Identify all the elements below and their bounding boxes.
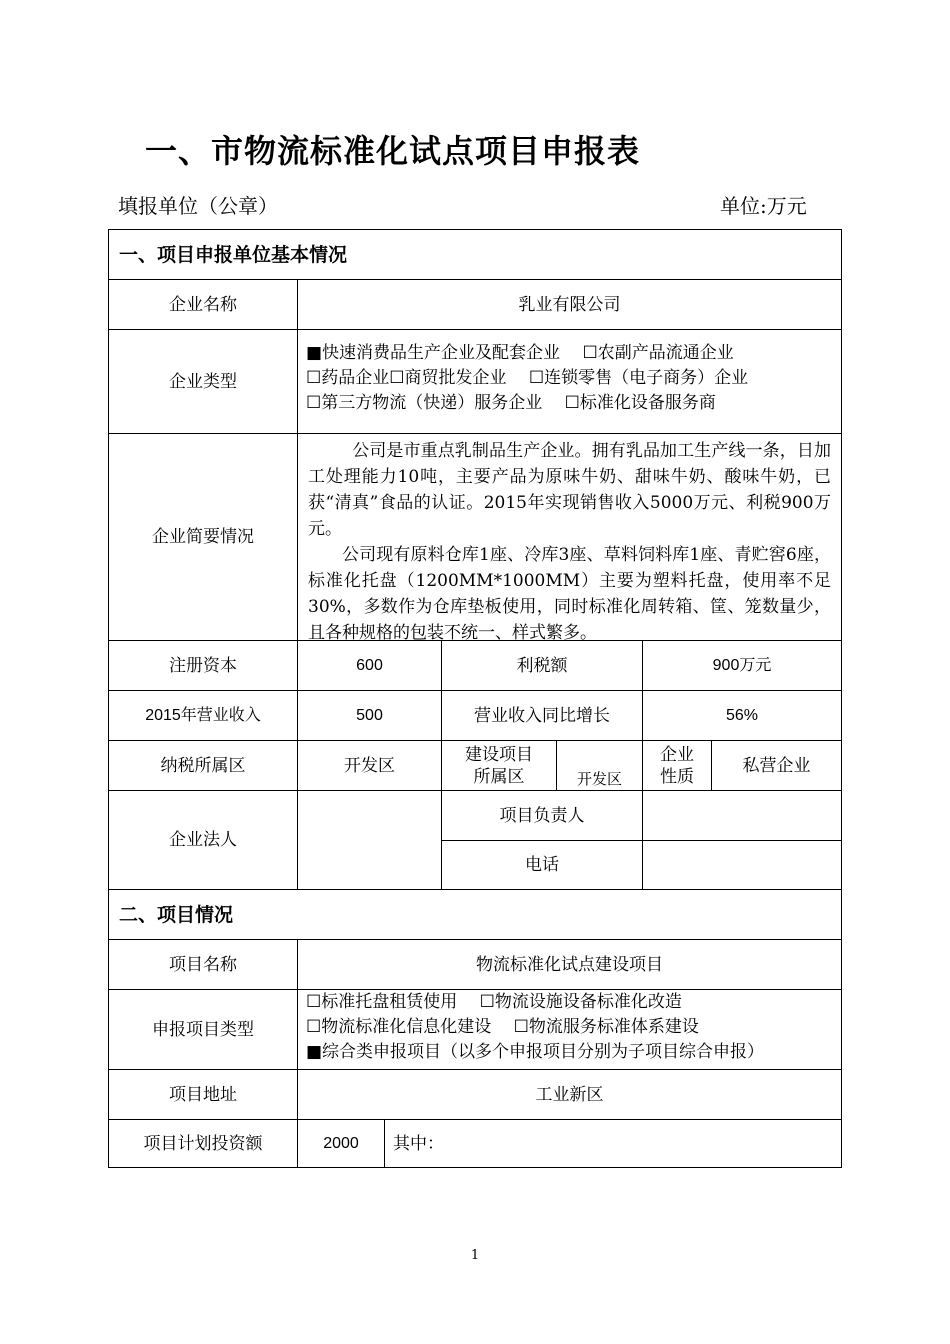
legal-person-value — [297, 790, 442, 890]
project-type-line: ☐物流标准化信息化建设 ☐物流服务标准体系建设 — [306, 1017, 699, 1037]
company-type-line: ■快速消费品生产企业及配套企业 ☐农副产品流通企业 — [306, 343, 734, 363]
unit-label: 单位:万元 — [720, 194, 807, 218]
company-name-value: 乳业有限公司 — [297, 279, 842, 330]
investment-value: 2000 — [297, 1119, 385, 1168]
page-number: 1 — [470, 1248, 480, 1263]
company-nature-value: 私营企业 — [711, 740, 842, 791]
growth-label: 营业收入同比增长 — [441, 690, 643, 741]
project-district-label-line: 建设项目 — [465, 744, 533, 765]
legal-person-label: 企业法人 — [108, 790, 298, 890]
company-intro-text — [297, 433, 842, 641]
project-name-label: 项目名称 — [108, 939, 298, 990]
company-nature-label — [642, 740, 712, 791]
company-intro-paragraph: 公司现有原料仓库1座、冷库3座、草料饲料库1座、青贮窖6座，标准化托盘（1200MM*1000MM）主要为塑料托盘，使用率不足30%，多数作为仓库垫板使用，同时标准化周转箱、筐、笼数量少，且各种规格的包装不统一、样式繁多。 — [308, 545, 831, 643]
profit-tax-label: 利税额 — [441, 640, 643, 691]
project-type-label: 申报项目类型 — [108, 989, 298, 1070]
profit-tax-value: 900万元 — [642, 640, 842, 691]
reg-capital-value: 600 — [297, 640, 442, 691]
project-lead-value — [642, 790, 842, 841]
company-nature-label-line: 企业 — [660, 744, 694, 765]
company-nature-label-line: 性质 — [660, 766, 694, 787]
fill-unit-label: 填报单位（公章） — [118, 194, 278, 218]
phone-value — [642, 840, 842, 890]
revenue-value: 500 — [297, 690, 442, 741]
tax-district-value: 开发区 — [297, 740, 442, 791]
project-type-line: ☐标准托盘租赁使用 ☐物流设施设备标准化改造 — [306, 992, 682, 1012]
project-name-value: 物流标准化试点建设项目 — [297, 939, 842, 990]
project-type-line: ■综合类申报项目（以多个申报项目分别为子项目综合申报） — [306, 1042, 765, 1062]
company-intro-paragraph: 公司是市重点乳制品生产企业。拥有乳品加工生产线一条，日加工处理能力10吨，主要产品为原味牛奶、甜味牛奶、酸味牛奶，已获“清真”食品的认证。2015年实现销售收入5000万元、利税900万元。 — [308, 441, 831, 539]
company-type-label: 企业类型 — [108, 329, 298, 434]
investment-note: 其中： — [384, 1119, 842, 1168]
project-district-value: 开发区 — [556, 740, 643, 791]
investment-label: 项目计划投资额 — [108, 1119, 298, 1168]
section-1-header: 一、项目申报单位基本情况 — [108, 229, 842, 280]
company-intro-label: 企业简要情况 — [108, 433, 298, 641]
project-district-label — [441, 740, 557, 791]
project-district-label-line: 所属区 — [473, 766, 525, 787]
page-title: 一、市物流标准化试点项目申报表 — [145, 132, 641, 170]
company-type-options — [297, 329, 842, 434]
phone-label: 电话 — [441, 840, 643, 890]
project-lead-label: 项目负责人 — [441, 790, 643, 841]
company-type-line: ☐第三方物流（快递）服务企业 ☐标准化设备服务商 — [306, 393, 716, 413]
reg-capital-label: 注册资本 — [108, 640, 298, 691]
tax-district-label: 纳税所属区 — [108, 740, 298, 791]
company-type-line: ☐药品企业☐商贸批发企业 ☐连锁零售（电子商务）企业 — [306, 368, 749, 388]
revenue-label: 2015年营业收入 — [108, 690, 298, 741]
project-type-options — [297, 989, 842, 1070]
company-name-label: 企业名称 — [108, 279, 298, 330]
project-address-label: 项目地址 — [108, 1069, 298, 1120]
application-form-table — [108, 229, 842, 1168]
section-2-header: 二、项目情况 — [108, 889, 842, 940]
project-address-value: 工业新区 — [297, 1069, 842, 1120]
growth-value: 56% — [642, 690, 842, 741]
